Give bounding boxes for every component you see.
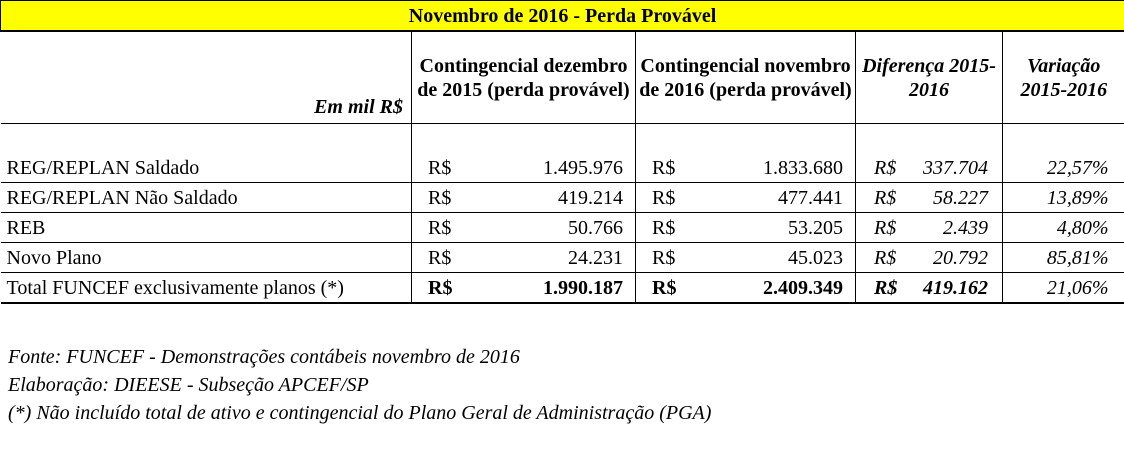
- value-var: 85,81%: [1003, 243, 1124, 273]
- value-dec2015: 50.766: [494, 213, 636, 243]
- footnote: (*) Não incluído total de ativo e contingencial do Plano Geral de Administração (PGA): [8, 402, 712, 424]
- value-dec2015: 419.214: [494, 183, 636, 213]
- table-row: [1, 213, 1124, 243]
- currency-diff: R$: [856, 243, 916, 273]
- header-nov2016: Contingencial novembro de 2016 (perda provável): [636, 31, 856, 124]
- currency-dec2015: R$: [412, 213, 494, 243]
- currency-nov2016: R$: [636, 273, 718, 304]
- value-dec2015: 1.990.187: [494, 273, 636, 304]
- unit-label: Em mil R$: [1, 31, 412, 124]
- table-row: [1, 273, 1124, 304]
- currency-diff: R$: [856, 273, 916, 304]
- value-diff: 2.439: [916, 213, 1003, 243]
- value-dec2015: 1.495.976: [494, 153, 636, 183]
- currency-nov2016: R$: [636, 213, 718, 243]
- value-nov2016: 45.023: [718, 243, 856, 273]
- currency-diff: R$: [856, 183, 916, 213]
- value-var: 21,06%: [1003, 273, 1124, 304]
- table-title-row: [1, 1, 1124, 32]
- table-title: Novembro de 2016 - Perda Provável: [1, 1, 1124, 32]
- empty-row: [1, 303, 1124, 337]
- value-nov2016: 477.441: [718, 183, 856, 213]
- header-diff: Diferença 2015-2016: [856, 31, 1003, 124]
- row-name: Total FUNCEF exclusivamente planos (*): [1, 273, 412, 304]
- source-note: Fonte: FUNCEF - Demonstrações contábeis novembro de 2016: [8, 346, 520, 368]
- value-var: 22,57%: [1003, 153, 1124, 183]
- value-diff: 419.162: [916, 273, 1003, 304]
- value-diff: 337.704: [916, 153, 1003, 183]
- currency-diff: R$: [856, 213, 916, 243]
- header-row: [1, 31, 1124, 124]
- currency-nov2016: R$: [636, 153, 718, 183]
- currency-dec2015: R$: [412, 243, 494, 273]
- value-dec2015: 24.231: [494, 243, 636, 273]
- table-row: [1, 183, 1124, 213]
- header-dec2015: Contingencial dezembro de 2015 (perda provável): [412, 31, 636, 124]
- spacer-row: [1, 124, 1124, 154]
- header-var: Variação 2015-2016: [1003, 31, 1124, 124]
- value-nov2016: 2.409.349: [718, 273, 856, 304]
- value-nov2016: 1.833.680: [718, 153, 856, 183]
- value-var: 13,89%: [1003, 183, 1124, 213]
- row-name: REB: [1, 213, 412, 243]
- table-row: [1, 153, 1124, 183]
- elaboration-note: Elaboração: DIEESE - Subseção APCEF/SP: [8, 374, 369, 396]
- value-diff: 20.792: [916, 243, 1003, 273]
- currency-diff: R$: [856, 153, 916, 183]
- currency-dec2015: R$: [412, 273, 494, 304]
- row-name: REG/REPLAN Saldado: [1, 153, 412, 183]
- row-name: REG/REPLAN Não Saldado: [1, 183, 412, 213]
- currency-nov2016: R$: [636, 243, 718, 273]
- currency-dec2015: R$: [412, 153, 494, 183]
- table-row: [1, 243, 1124, 273]
- value-diff: 58.227: [916, 183, 1003, 213]
- value-var: 4,80%: [1003, 213, 1124, 243]
- row-name: Novo Plano: [1, 243, 412, 273]
- notes: [8, 343, 711, 427]
- table-body: [1, 153, 1124, 303]
- currency-nov2016: R$: [636, 183, 718, 213]
- value-nov2016: 53.205: [718, 213, 856, 243]
- currency-dec2015: R$: [412, 183, 494, 213]
